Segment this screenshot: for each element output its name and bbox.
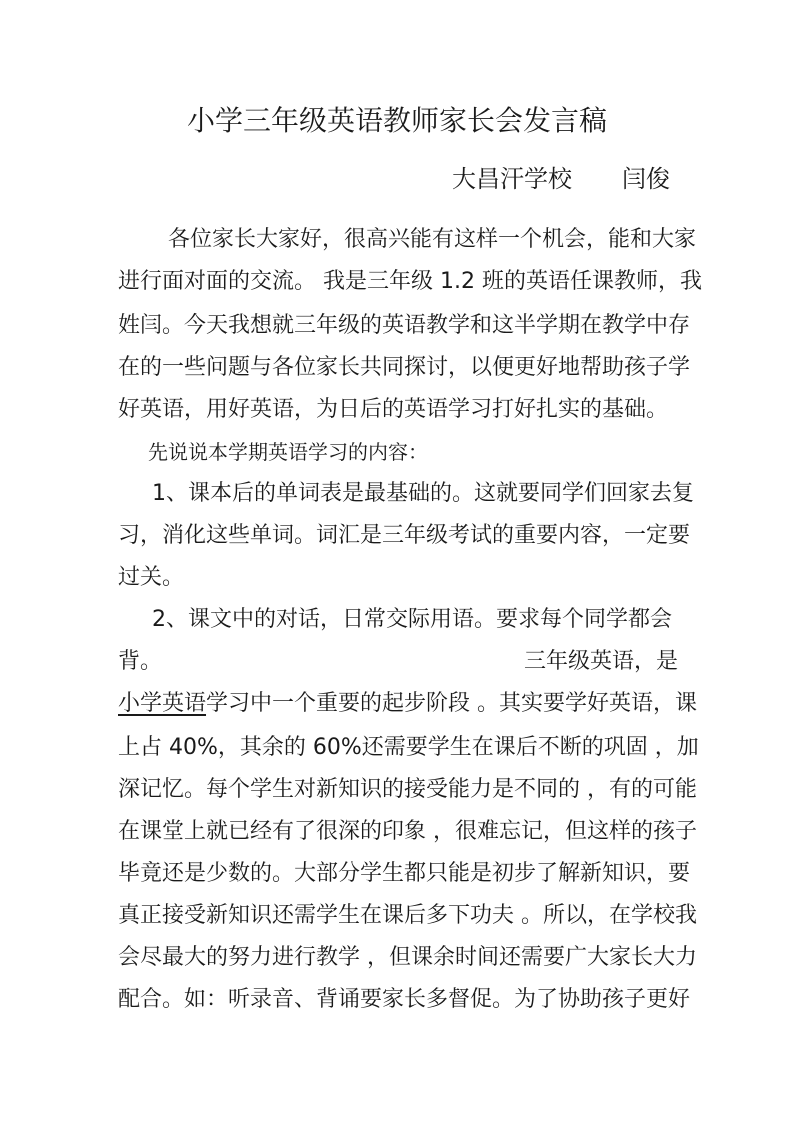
paragraph-line: 在课堂上就已经有了很深的印象 ，很难忘记，但这样的孩子 bbox=[118, 819, 697, 844]
paragraph-line: 各位家长大家好，很高兴能有这样一个机会，能和大家 bbox=[168, 227, 697, 252]
paragraph-line: 姓闫。今天我想就三年级的英语教学和这半学期在教学中存 bbox=[118, 313, 691, 338]
paragraph-line-with-link bbox=[118, 690, 698, 718]
document-title: 小学三年级英语教师家长会发言稿 bbox=[186, 104, 607, 137]
link-primary-english[interactable]: 小学英语 bbox=[118, 691, 207, 716]
paragraph-line: 好英语，用好英语，为日后的英语学习打好扎实的基础。 bbox=[118, 397, 669, 422]
list-item-line: 习，消化这些单词。词汇是三年级考试的重要内容，一定要 bbox=[118, 523, 691, 548]
paragraph-line: 上占 40%，其余的 60%还需要学生在课后不断的巩固 ，加 bbox=[118, 735, 699, 760]
paragraph-line: 进行面对面的交流。 我是三年级 1.2 班的英语任课教师，我 bbox=[118, 269, 702, 294]
paragraph-line: 会尽最大的努力进行教学 ，但课余时间还需要广大家长大力 bbox=[118, 945, 697, 970]
paragraph-line: 在的一些问题与各位家长共同探讨，以便更好地帮助孩子学 bbox=[118, 355, 691, 380]
list-item-line: 1、课本后的单词表是最基础的。这就要同学们回家去复 bbox=[152, 481, 694, 506]
section-heading: 先说说本学期英语学习的内容： bbox=[148, 440, 428, 464]
list-item-line-split bbox=[118, 648, 678, 676]
paragraph-line: 真正接受新知识还需学生在课后多下功夫 。所以，在学校我 bbox=[118, 903, 697, 928]
paragraph-line: 毕竟还是少数的。大部分学生都只能是初步了解新知识，要 bbox=[118, 861, 691, 886]
line-left-text: 背。 bbox=[118, 649, 163, 674]
link-following-text: 学习中一个重要的起步阶段 。其实要学好英语，课 bbox=[206, 691, 698, 716]
list-item-line: 2、课文中的对话，日常交际用语。要求每个同学都会 bbox=[152, 607, 672, 632]
line-right-text: 三年级英语，是 bbox=[523, 649, 678, 674]
author-line bbox=[452, 164, 670, 194]
list-item-line: 过关。 bbox=[118, 565, 185, 590]
paragraph-line: 深记忆。每个学生对新知识的接受能力是不同的 ，有的可能 bbox=[118, 777, 697, 802]
school-name: 大昌汗学校 bbox=[452, 165, 572, 193]
author-name: 闫俊 bbox=[622, 165, 670, 193]
paragraph-line: 配合。如：听录音、背诵要家长多督促。为了协助孩子更好 bbox=[118, 987, 691, 1012]
